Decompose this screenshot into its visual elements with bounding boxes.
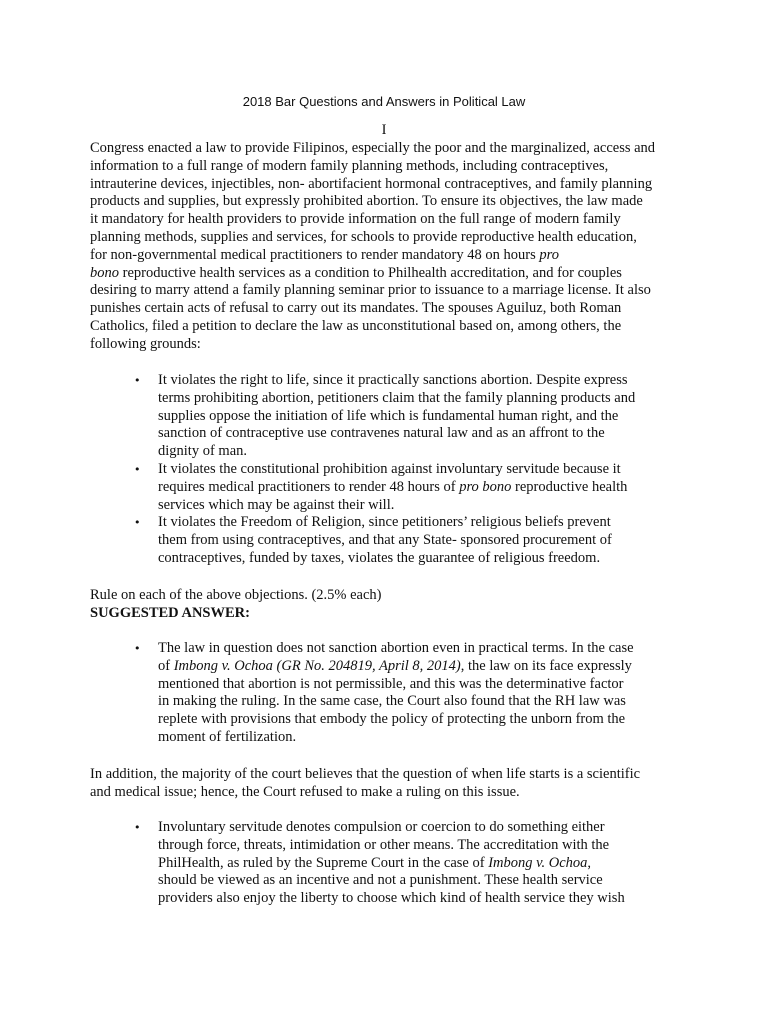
text-line: • It violates the Freedom of Religion, since petitioners’ religious beliefs prevent (158, 514, 611, 531)
text-line: moment of fertilization. (158, 728, 297, 745)
italic-text: pro bono (459, 478, 512, 495)
text-line: • It violates the constitutional prohibition against involuntary servitude because it (158, 460, 621, 477)
answer-list-2 (158, 819, 698, 908)
text-line: and medical issue; hence, the Court refused to make a ruling on this issue. (90, 783, 520, 800)
text-line: replete with provisions that embody the policy of protecting the unborn from the (158, 711, 626, 728)
text-line: should be viewed as an incentive and not a punishment. These health service (158, 872, 603, 889)
text-line: providers also enjoy the liberty to choose which kind of health service they wish (158, 890, 625, 907)
text-line: following grounds: (90, 335, 201, 352)
list-item (158, 640, 698, 747)
text-line: dignity of man. (158, 443, 248, 460)
text-line: • The law in question does not sanction abortion even in practical terms. In the case (158, 640, 634, 656)
text-line: terms prohibiting abortion, petitioners claim that the family planning products and (158, 389, 636, 406)
italic-text: Imbong v. Ochoa (GR No. 204819, April 8, 2014) (173, 657, 461, 674)
answer-list-1 (158, 640, 698, 747)
list-item (158, 372, 698, 461)
list-item (158, 461, 698, 514)
list-item (158, 819, 698, 908)
text-line: bono reproductive health services as a condition to Philhealth accreditation, and for couples (90, 264, 622, 281)
text-line: intrauterine devices, injectibles, non- abortifacient hormonal contraceptives, and family planning (90, 175, 653, 192)
text-line: through force, threats, intimidation or other means. The accreditation with the (158, 836, 610, 853)
answer-heading: SUGGESTED ANSWER: (90, 605, 250, 621)
text-line: sanction of contraceptive use contravenes natural law and as an affront to the (158, 425, 605, 442)
text-line: • Involuntary servitude denotes compulsion or coercion to do something either (158, 819, 605, 835)
document-title: 2018 Bar Questions and Answers in Political Law (242, 94, 526, 109)
text-line: supplies oppose the initiation of life which is fundamental human right, and the (158, 407, 619, 424)
text-line: them from using contraceptives, and that any State- sponsored procurement of (158, 532, 612, 549)
question-paragraph (90, 140, 690, 354)
text-line: for non-governmental medical practitioners to render mandatory 48 on hours pro (90, 246, 559, 263)
text-line: PhilHealth, as ruled by the Supreme Court in the case of Imbong v. Ochoa, (158, 854, 592, 871)
text-line: Catholics, filed a petition to declare the law as unconstitutional based on, among others, the (90, 317, 622, 334)
text-line: punishes certain acts of refusal to carry out its mandates. The spouses Aguiluz, both Roman (90, 300, 622, 317)
italic-text: Imbong v. Ochoa (488, 854, 588, 871)
text-line: requires medical practitioners to render 48 hours of pro bono reproductive health (158, 478, 628, 495)
text-line: Congress enacted a law to provide Filipinos, especially the poor and the marginalized, access and (90, 140, 656, 156)
text-line: • It violates the right to life, since it practically sanctions abortion. Despite express (158, 372, 628, 388)
text-line: mentioned that abortion is not permissible, and this was the determinative factor (158, 675, 624, 692)
instruction-text: Rule on each of the above objections. (2.5% each) (90, 587, 382, 603)
text-line: In addition, the majority of the court believes that the question of when life starts is a scientific (90, 766, 641, 782)
text-line: it mandatory for health providers to provide information on the full range of modern family (90, 211, 621, 228)
text-line: services which may be against their will. (158, 496, 395, 513)
text-line: products and supplies, but expressly prohibited abortion. To ensure its objectives, the law made (90, 193, 643, 210)
list-item (158, 514, 698, 567)
text-line: in making the ruling. In the same case, the Court also found that the RH law was (158, 693, 626, 710)
text-line: desiring to marry attend a family planning seminar prior to issuance to a marriage license. It also (90, 282, 651, 299)
text-line: contraceptives, funded by taxes, violates the guarantee of religious freedom. (158, 549, 601, 566)
italic-text: bono (90, 264, 119, 281)
text-line: planning methods, supplies and services, for schools to provide reproductive health education, (90, 228, 637, 245)
text-line: information to a full range of modern family planning methods, including contraceptives, (90, 157, 609, 174)
answer-paragraph (90, 766, 690, 802)
objection-list (158, 372, 698, 568)
question-number: I (381, 122, 387, 138)
text-line: of Imbong v. Ochoa (GR No. 204819, April 8, 2014), the law on its face expressly (158, 657, 632, 674)
italic-text: pro (539, 246, 559, 263)
